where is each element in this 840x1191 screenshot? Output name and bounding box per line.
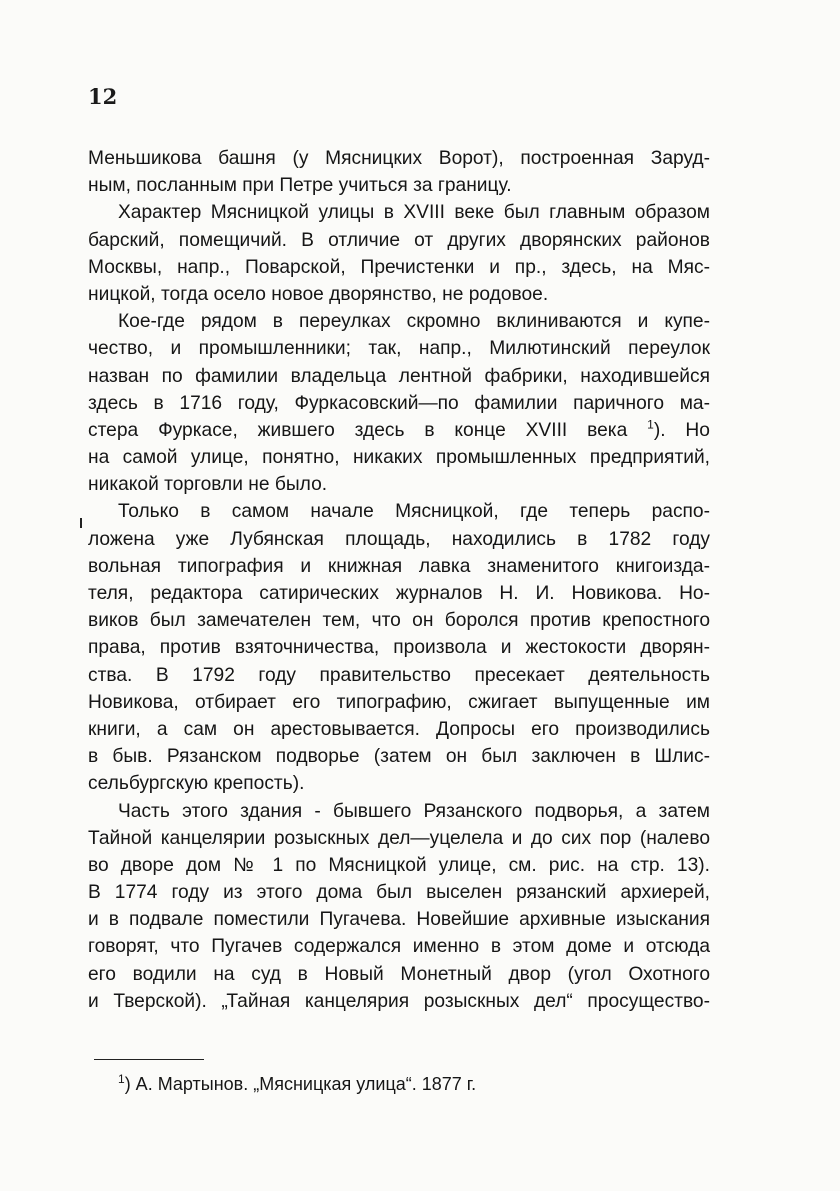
text-line: Часть этого здания - бывшего Рязанского подворья, а затем bbox=[118, 800, 710, 822]
text-line: В 1774 году из этого дома был выселен рязанский архиерей, bbox=[88, 882, 710, 904]
text-line: и в подвале поместили Пугачева. Новейшие архивные изыскания bbox=[88, 909, 710, 931]
text-line: Новикова, отбирает его типографию, сжигает выпущенные им bbox=[88, 691, 710, 713]
text-line: ным, посланным при Петре учиться за границу. bbox=[88, 175, 512, 197]
text-line: Характер Мясницкой улицы в XVIII веке был главным образом bbox=[118, 202, 710, 224]
text-line: ложена уже Лубянская площадь, находились в 1782 году bbox=[88, 528, 710, 550]
text-line: и Тверской). „Тайная канцелярия розыскных дел“ просущество- bbox=[88, 990, 710, 1012]
footnote bbox=[118, 1074, 476, 1095]
text-line: Меньшикова башня (у Мясницких Ворот), построенная Заруд- bbox=[88, 148, 710, 169]
text-line: Только в самом начале Мясницкой, где теперь распо- bbox=[118, 501, 710, 523]
text-line: вольная типография и книжная лавка знаменитого книгоизда- bbox=[88, 555, 710, 577]
text-line-tail: ). Но bbox=[653, 419, 710, 441]
text-line: ницкой, тогда осело новое дворянство, не родовое. bbox=[88, 283, 549, 305]
footnote-marker: 1 bbox=[118, 1072, 125, 1086]
text-line: Москвы, напр., Поварской, Пречистенки и пр., здесь, на Мяс- bbox=[88, 256, 710, 278]
footnote-ref[interactable]: 1 bbox=[647, 417, 654, 432]
text-line: книги, а сам он арестовывается. Допросы его производились bbox=[88, 718, 710, 740]
text-line-with-footnote-ref bbox=[88, 417, 710, 444]
footnote-text: ) А. Мартынов. „Мясницкая улица“. 1877 г. bbox=[124, 1074, 477, 1094]
text-line: теля, редактора сатирических журналов Н. И. Новикова. Но- bbox=[88, 583, 710, 604]
text-line: права, против взяточничества, произвола и жестокости дворян- bbox=[88, 637, 710, 659]
text-line-main: стера Фуркасе, жившего здесь в конце XVIII века bbox=[88, 419, 628, 441]
text-line: чество, и промышленники; так, напр., Милютинский переулок bbox=[88, 338, 710, 360]
body-text bbox=[88, 145, 710, 1015]
footnote-divider bbox=[94, 1059, 204, 1060]
text-line: в быв. Рязанском подворье (затем он был заключен в Шлис- bbox=[88, 746, 710, 768]
text-line: его водили на суд в Новый Монетный двор (угол Охотного bbox=[88, 963, 710, 985]
page-number: 12 bbox=[88, 84, 118, 109]
text-line: назван по фамилии владельца лентной фабрики, находившейся bbox=[88, 365, 710, 387]
text-line: здесь в 1716 году, Фуркасовский—по фамилии паричного ма- bbox=[88, 392, 710, 414]
text-line: на самой улице, понятно, никаких промышленных предприятий, bbox=[88, 447, 710, 469]
text-line: виков был замечателен тем, что он боролся против крепостного bbox=[88, 610, 710, 632]
text-line: ства. В 1792 году правительство пресекает деятельность bbox=[88, 664, 710, 686]
text-line: барский, помещичий. В отличие от других дворянских районов bbox=[88, 229, 710, 251]
text-line: никакой торговли не было. bbox=[88, 474, 328, 496]
text-line: говорят, что Пугачев содержался именно в этом доме и отсюда bbox=[88, 936, 710, 958]
text-line: во дворе дом № 1 по Мясницкой улице, см. рис. на стр. 13). bbox=[88, 854, 710, 876]
margin-mark bbox=[80, 518, 82, 528]
text-line: Кое-где рядом в переулках скромно вклиниваются и купе- bbox=[118, 311, 710, 333]
text-line: сельбургскую крепость). bbox=[88, 773, 305, 795]
text-line: Тайной канцелярии розыскных дел—уцелела и до сих пор (налево bbox=[88, 827, 710, 849]
